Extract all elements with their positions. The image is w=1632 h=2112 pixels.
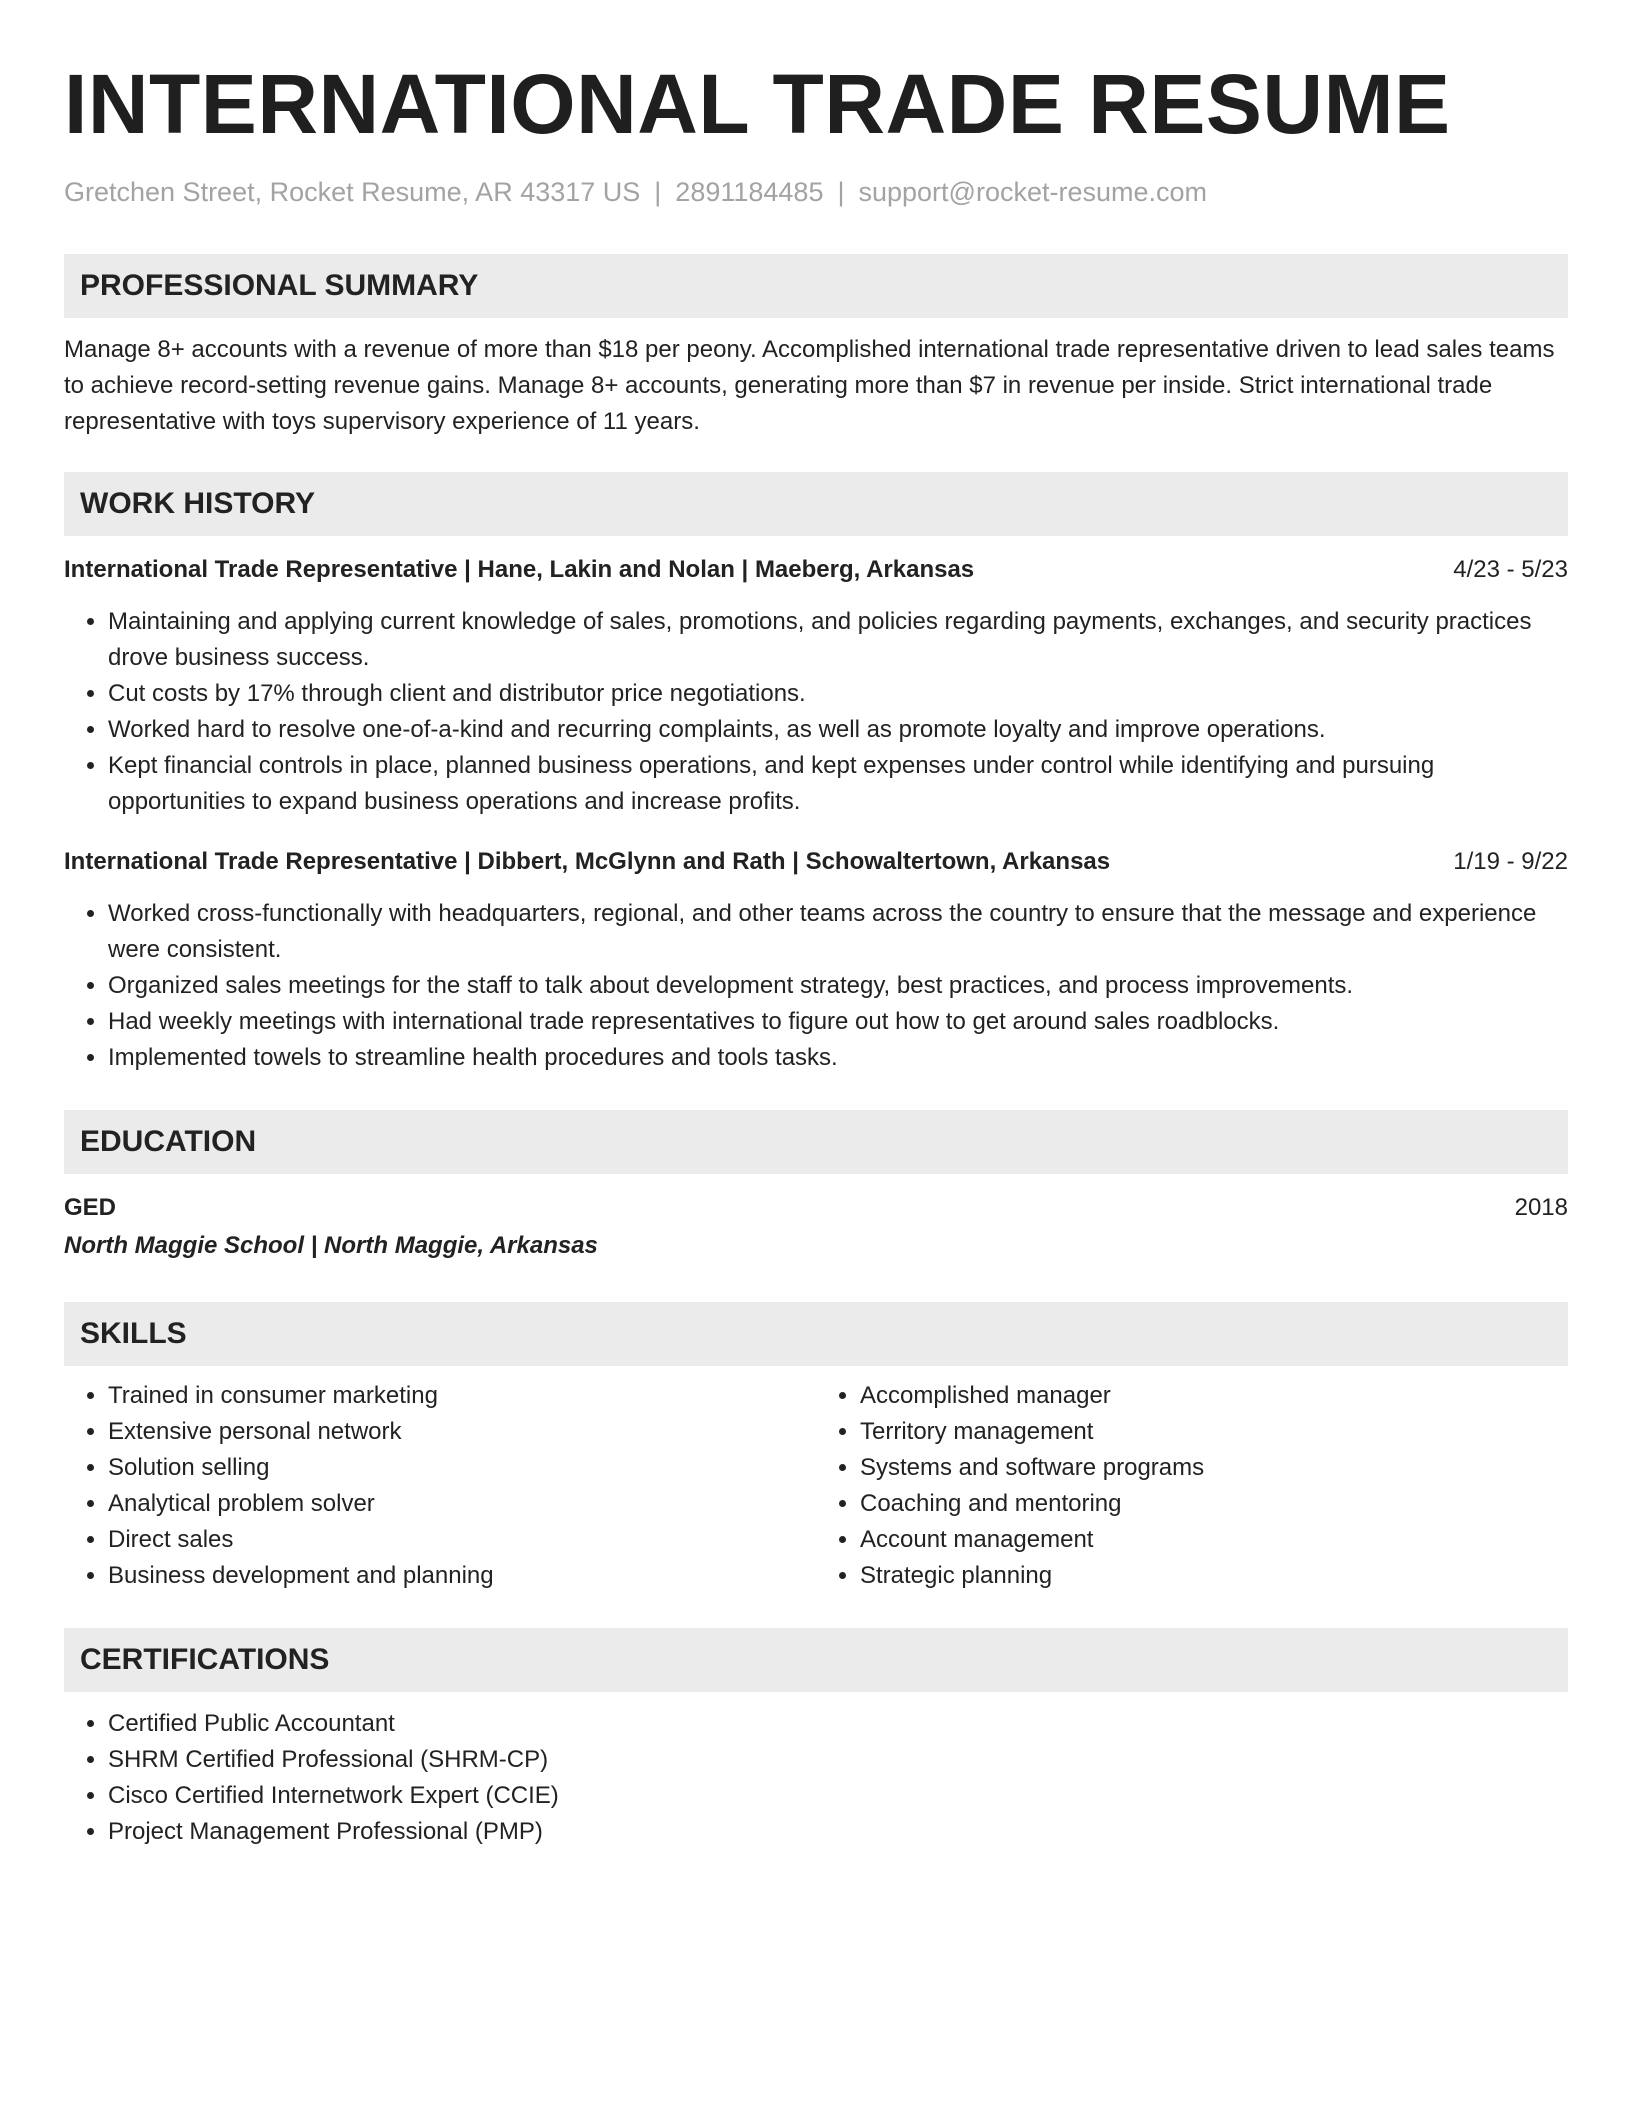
- job-entry: [64, 844, 1568, 1076]
- skill-item: • Solution selling: [108, 1450, 816, 1486]
- education-year: 2018: [1514, 1194, 1568, 1221]
- certification-item: • Cisco Certified Internetwork Expert (CCIE): [108, 1778, 1568, 1814]
- job-bullet: • Had weekly meetings with international trade representatives to figure out how to get around sales roadblocks.: [108, 1004, 1568, 1040]
- skill-item: • Account management: [860, 1522, 1568, 1558]
- skill-item: • Analytical problem solver: [108, 1486, 816, 1522]
- education-school: North Maggie School | North Maggie, Arkansas: [64, 1232, 598, 1259]
- job-title: International Trade Representative | Hane, Lakin and Nolan | Maeberg, Arkansas: [64, 556, 975, 583]
- certification-item: • SHRM Certified Professional (SHRM-CP): [108, 1742, 1568, 1778]
- job-bullet: • Kept financial controls in place, planned business operations, and kept expenses under control while identifying and pursuing opportunities to expand business operations and increase profits.: [108, 748, 1568, 820]
- certifications-list: [64, 1706, 1568, 1850]
- job-bullets: [64, 604, 1568, 820]
- skill-item: • Trained in consumer marketing: [108, 1378, 816, 1414]
- education-degree: GED: [64, 1194, 117, 1221]
- skill-item: • Direct sales: [108, 1522, 816, 1558]
- job-dates: 1/19 - 9/22: [1453, 848, 1568, 875]
- job-bullet: • Implemented towels to streamline health procedures and tools tasks.: [108, 1040, 1568, 1076]
- contact-line: [64, 174, 1568, 210]
- job-bullets: [64, 896, 1568, 1076]
- section-heading-certifications: CERTIFICATIONS: [64, 1628, 1568, 1692]
- skills-list-left: [64, 1378, 816, 1594]
- skill-item: • Business development and planning: [108, 1558, 816, 1594]
- job-header: [64, 844, 1568, 880]
- certification-item: • Project Management Professional (PMP): [108, 1814, 1568, 1850]
- job-header: [64, 552, 1568, 588]
- skill-item: • Territory management: [860, 1414, 1568, 1450]
- summary-text: Manage 8+ accounts with a revenue of more than $18 per peony. Accomplished international trade representative driven to lead sales teams to achieve record-setting revenue gains. Manage 8+ accounts, generating more than $7 in revenue per inside. Strict international trade representative with toys supervisory experience of 11 years.: [64, 336, 1555, 435]
- skills-list-right: [816, 1378, 1568, 1594]
- skill-item: • Accomplished manager: [860, 1378, 1568, 1414]
- contact-address: Gretchen Street, Rocket Resume, AR 43317 US: [64, 177, 641, 207]
- contact-separator: |: [654, 177, 662, 207]
- education-header: [64, 1190, 1568, 1226]
- job-bullet: • Maintaining and applying current knowledge of sales, promotions, and policies regarding payments, exchanges, and security practices drove business success.: [108, 604, 1568, 676]
- section-heading-education: EDUCATION: [64, 1110, 1568, 1174]
- certification-item: • Certified Public Accountant: [108, 1706, 1568, 1742]
- skill-item: • Systems and software programs: [860, 1450, 1568, 1486]
- section-heading-skills: SKILLS: [64, 1302, 1568, 1366]
- contact-separator: |: [837, 177, 845, 207]
- section-heading-summary: PROFESSIONAL SUMMARY: [64, 254, 1568, 318]
- job-title: International Trade Representative | Dibbert, McGlynn and Rath | Schowaltertown, Arkansas: [64, 848, 1111, 875]
- contact-phone: 2891184485: [675, 177, 824, 207]
- skills-grid: [64, 1366, 1568, 1594]
- resume-title: INTERNATIONAL TRADE RESUME: [64, 57, 1451, 151]
- contact-email: support@rocket-resume.com: [858, 177, 1208, 207]
- skill-item: • Coaching and mentoring: [860, 1486, 1568, 1522]
- section-heading-work-history: WORK HISTORY: [64, 472, 1568, 536]
- skill-item: • Strategic planning: [860, 1558, 1568, 1594]
- job-entry: [64, 552, 1568, 820]
- job-dates: 4/23 - 5/23: [1453, 556, 1568, 583]
- job-bullet: • Organized sales meetings for the staff to talk about development strategy, best practices, and process improvements.: [108, 968, 1568, 1004]
- education-entry: [64, 1190, 1568, 1264]
- skill-item: • Extensive personal network: [108, 1414, 816, 1450]
- job-bullet: • Worked cross-functionally with headquarters, regional, and other teams across the country to ensure that the message and experience were consistent.: [108, 896, 1568, 968]
- job-bullet: • Cut costs by 17% through client and distributor price negotiations.: [108, 676, 1568, 712]
- job-bullet: • Worked hard to resolve one-of-a-kind and recurring complaints, as well as promote loyalty and improve operations.: [108, 712, 1568, 748]
